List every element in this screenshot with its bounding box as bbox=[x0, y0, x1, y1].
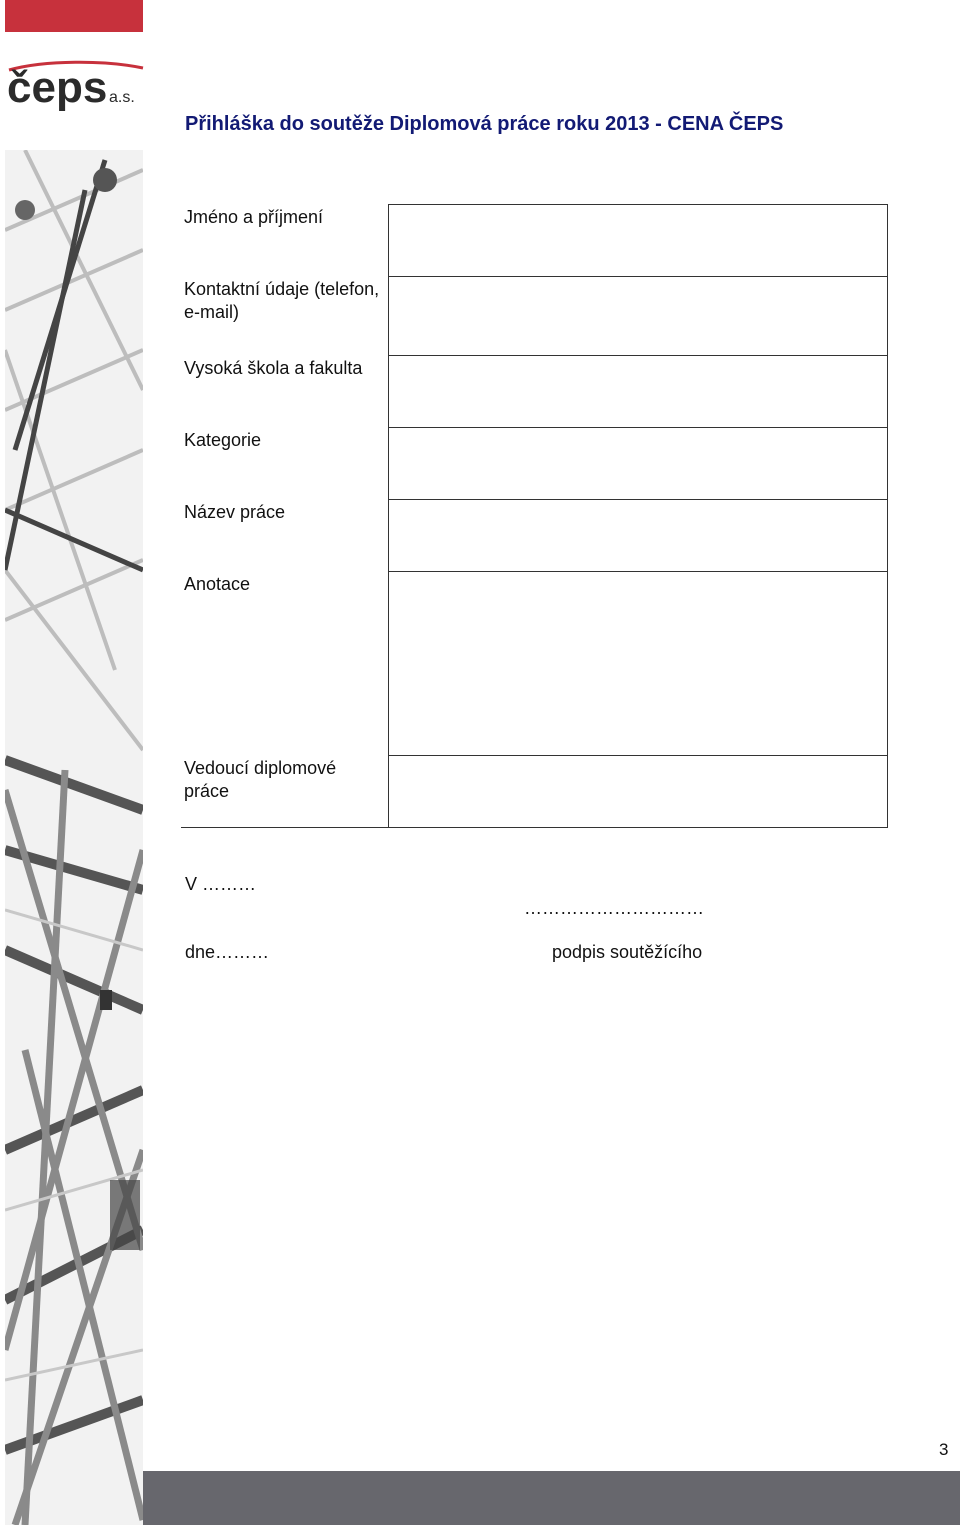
thesis-title-label: Název práce bbox=[181, 500, 389, 572]
page-title: Přihláška do soutěže Diplomová práce roku 2013 - CENA ČEPS bbox=[185, 113, 784, 135]
thesis-title-field[interactable] bbox=[389, 500, 888, 572]
place-line: V ……… bbox=[185, 874, 257, 894]
application-form-table bbox=[181, 204, 888, 828]
date-line: dne……… bbox=[185, 942, 270, 962]
form-row-university bbox=[181, 356, 888, 428]
name-label: Jméno a příjmení bbox=[181, 205, 389, 277]
university-field[interactable] bbox=[389, 356, 888, 428]
brand-red-bar bbox=[5, 0, 143, 32]
supervisor-field[interactable] bbox=[389, 756, 888, 828]
signature-dots: ………………………… bbox=[524, 898, 704, 918]
form-row-name bbox=[181, 205, 888, 277]
form-row-thesis-title bbox=[181, 500, 888, 572]
form-row-category bbox=[181, 428, 888, 500]
supervisor-label: Vedoucí diplomové práce bbox=[181, 756, 389, 828]
page-number: 3 bbox=[939, 1440, 949, 1459]
ceps-logo bbox=[5, 56, 145, 118]
signature-caption: podpis soutěžícího bbox=[552, 942, 703, 962]
name-field[interactable] bbox=[389, 205, 888, 277]
annotation-field[interactable] bbox=[389, 572, 888, 756]
form-row-contact bbox=[181, 277, 888, 356]
footer-bar bbox=[143, 1471, 960, 1525]
form-row-supervisor bbox=[181, 756, 888, 828]
logo-suffix: a.s. bbox=[109, 89, 135, 106]
pylon-photo bbox=[5, 150, 143, 1525]
annotation-label: Anotace bbox=[181, 572, 389, 756]
contact-label: Kontaktní údaje (telefon, e-mail) bbox=[181, 277, 389, 356]
university-label: Vysoká škola a fakulta bbox=[181, 356, 389, 428]
logo-wordmark: čeps bbox=[7, 63, 108, 112]
form-row-annotation bbox=[181, 572, 888, 756]
contact-field[interactable] bbox=[389, 277, 888, 356]
category-label: Kategorie bbox=[181, 428, 389, 500]
category-field[interactable] bbox=[389, 428, 888, 500]
